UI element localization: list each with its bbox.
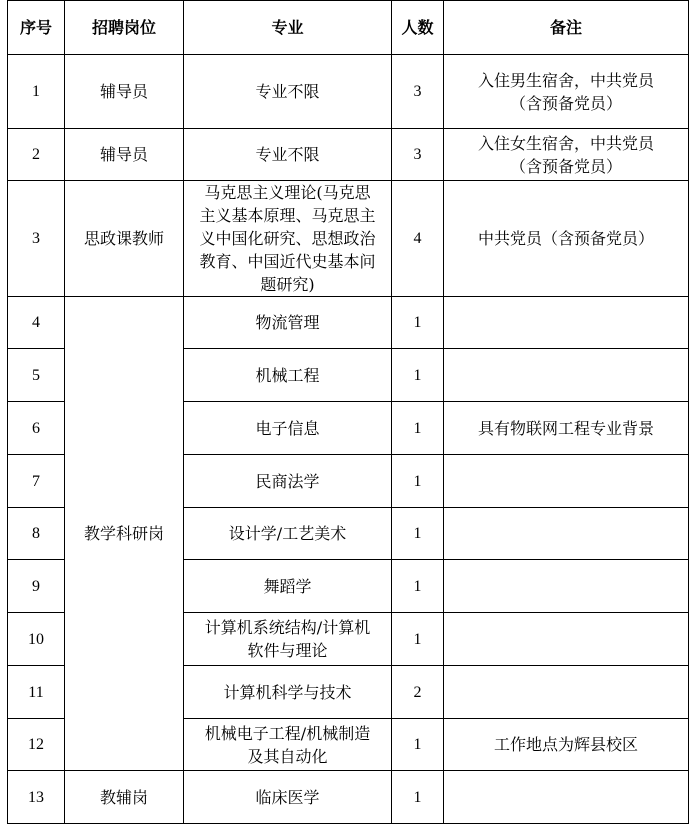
major-cell: 计算机科学与技术 [184,666,392,719]
seq-cell: 13 [8,771,65,824]
count-cell: 4 [392,181,444,297]
seq-cell: 11 [8,666,65,719]
note-cell [444,560,689,613]
note-line: （含预备党员） [509,156,622,176]
major-line: 教育、中国近代史基本问 [199,252,376,271]
major-cell: 设计学/工艺美术 [184,508,392,560]
table-row [8,771,689,824]
major-cell [184,613,392,666]
major-line: 马克思主义理论(马克思 [204,183,371,202]
major-cell: 专业不限 [184,129,392,181]
position-cell-merged: 教学科研岗 [65,297,184,771]
position-cell: 思政课教师 [65,181,184,297]
header-seq: 序号 [8,1,65,55]
major-line: 机械电子工程/机械制造 [204,723,371,743]
note-cell: 具有物联网工程专业背景 [444,402,689,455]
header-row [8,1,689,55]
count-cell: 2 [392,666,444,719]
major-line: 义中国化研究、思想政治 [199,229,376,248]
note-cell: 中共党员（含预备党员） [444,181,689,297]
count-cell: 3 [392,129,444,181]
seq-cell: 3 [8,181,65,297]
note-cell [444,129,689,181]
count-cell: 1 [392,613,444,666]
count-cell: 1 [392,508,444,560]
seq-cell: 6 [8,402,65,455]
major-line: 题研究) [260,275,315,294]
major-line: 及其自动化 [247,746,328,766]
major-cell: 机械工程 [184,349,392,402]
count-cell: 1 [392,455,444,508]
recruitment-table [7,0,689,824]
note-cell [444,297,689,349]
major-cell: 民商法学 [184,455,392,508]
major-cell [184,181,392,297]
note-line: （含预备党员） [509,93,622,113]
count-cell: 3 [392,55,444,129]
seq-cell: 8 [8,508,65,560]
major-cell: 物流管理 [184,297,392,349]
header-major: 专业 [184,1,392,55]
position-cell: 辅导员 [65,129,184,181]
count-cell: 1 [392,297,444,349]
seq-cell: 7 [8,455,65,508]
seq-cell: 4 [8,297,65,349]
major-cell: 专业不限 [184,55,392,129]
count-cell: 1 [392,402,444,455]
major-line: 计算机系统结构/计算机 [204,618,371,637]
position-cell: 辅导员 [65,55,184,129]
table-row [8,55,689,129]
count-cell: 1 [392,771,444,824]
major-cell: 电子信息 [184,402,392,455]
position-cell: 教辅岗 [65,771,184,824]
count-cell: 1 [392,719,444,771]
note-line: 入住男生宿舍，中共党员 [477,70,654,90]
table-row [8,297,689,349]
major-cell: 临床医学 [184,771,392,824]
header-count: 人数 [392,1,444,55]
seq-cell: 12 [8,719,65,771]
major-cell [184,719,392,771]
note-cell [444,771,689,824]
seq-cell: 1 [8,55,65,129]
note-cell [444,613,689,666]
note-cell [444,508,689,560]
major-line: 软件与理论 [247,641,328,660]
major-line: 主义基本原理、马克思主 [199,206,376,225]
major-cell: 舞蹈学 [184,560,392,613]
count-cell: 1 [392,349,444,402]
table-row [8,181,689,297]
seq-cell: 2 [8,129,65,181]
seq-cell: 9 [8,560,65,613]
header-position: 招聘岗位 [65,1,184,55]
seq-cell: 5 [8,349,65,402]
table-row [8,129,689,181]
header-note: 备注 [444,1,689,55]
count-cell: 1 [392,560,444,613]
note-cell [444,455,689,508]
note-cell [444,349,689,402]
note-line: 入住女生宿舍，中共党员 [477,133,654,153]
seq-cell: 10 [8,613,65,666]
note-cell [444,55,689,129]
note-cell [444,666,689,719]
note-cell: 工作地点为辉县校区 [444,719,689,771]
